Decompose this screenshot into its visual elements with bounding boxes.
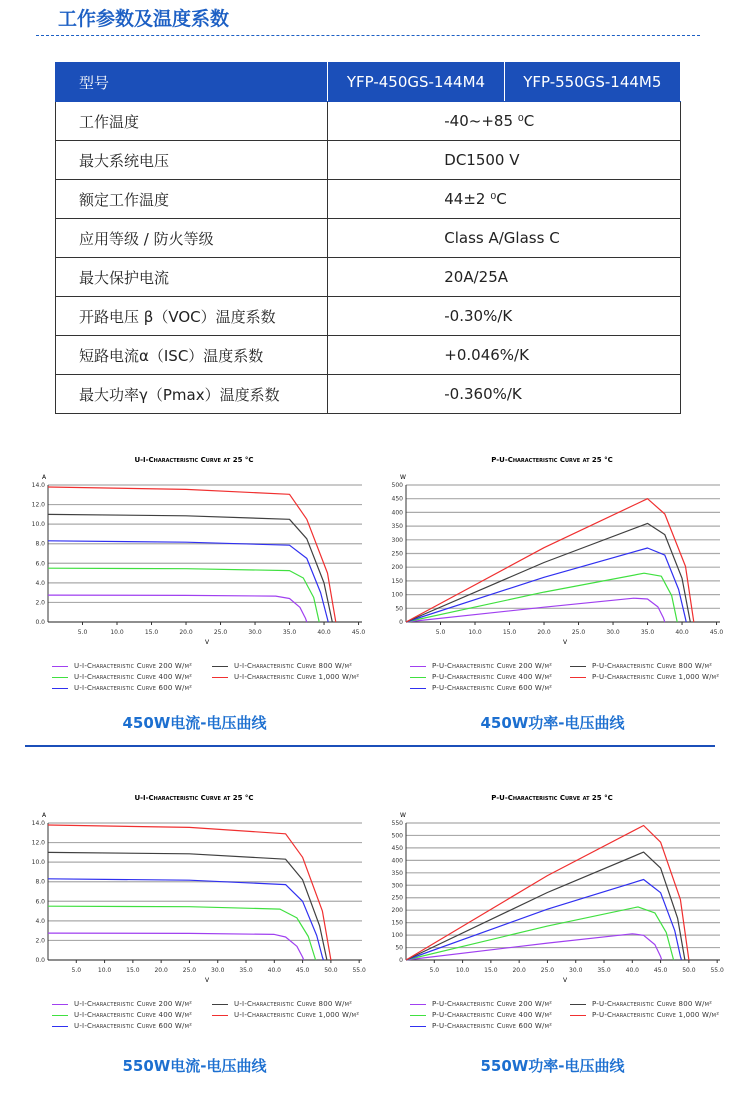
series-line-600 xyxy=(48,541,328,622)
legend-item-1000 xyxy=(212,673,359,681)
x-tick-label: 45.0 xyxy=(709,629,724,636)
param-value: -0.360%/K xyxy=(328,375,681,414)
x-tick-label: 20.0 xyxy=(154,967,168,974)
chart-title: P-U-Characteristic Curve at 25 °C xyxy=(491,456,613,464)
y-axis-label: W xyxy=(400,812,406,819)
y-tick-label: 400 xyxy=(391,857,403,865)
legend-swatch xyxy=(212,1004,228,1005)
legend-label: U-I-Characteristic Curve 400 W/m² xyxy=(74,1011,193,1019)
x-tick-label: 10.0 xyxy=(97,967,112,974)
y-tick-label: 300 xyxy=(391,882,403,890)
y-tick-label: 8.0 xyxy=(35,878,45,886)
x-axis-label: V xyxy=(205,639,210,646)
chart-title: P-U-Characteristic Curve at 25 °C xyxy=(491,794,613,802)
legend-label: U-I-Characteristic Curve 800 W/m² xyxy=(234,662,353,670)
legend-label: U-I-Characteristic Curve 1,000 W/m² xyxy=(234,673,360,681)
legend-item-400 xyxy=(52,1011,192,1019)
x-tick-label: 40.0 xyxy=(267,967,281,974)
table-row xyxy=(56,336,681,375)
legend-label: P-U-Characteristic Curve 800 W/m² xyxy=(592,662,713,670)
y-tick-label: 150 xyxy=(391,577,403,585)
x-tick-label: 30.0 xyxy=(569,967,583,974)
legend-swatch xyxy=(410,1026,426,1027)
y-tick-label: 0.0 xyxy=(35,957,45,964)
caption-550w-ui: 550W电流-电压曲线 xyxy=(122,1057,267,1075)
y-tick-label: 4.0 xyxy=(35,917,45,925)
x-tick-label: 5.0 xyxy=(77,629,88,636)
legend-label: P-U-Characteristic Curve 200 W/m² xyxy=(432,1000,553,1008)
x-tick-label: 40.0 xyxy=(675,629,689,636)
y-tick-label: 6.0 xyxy=(35,560,45,568)
y-tick-label: 550 xyxy=(391,820,403,827)
y-tick-label: 8.0 xyxy=(35,540,45,548)
param-value: 44±2 ⁰C xyxy=(328,180,681,219)
series-line-200 xyxy=(48,933,304,960)
series-line-600 xyxy=(406,548,686,622)
y-tick-label: 200 xyxy=(391,564,403,572)
param-value: 20A/25A xyxy=(328,258,681,297)
param-label: 应用等级 / 防火等级 xyxy=(56,219,328,258)
legend-item-200 xyxy=(52,662,192,670)
legend-item-1000 xyxy=(212,1011,359,1019)
table-row xyxy=(56,102,681,141)
x-tick-label: 25.0 xyxy=(213,629,228,636)
header-model: 型号 xyxy=(56,63,328,102)
legend-item-400 xyxy=(410,1011,552,1019)
y-tick-label: 100 xyxy=(391,932,403,940)
ui-chart-450w xyxy=(22,450,367,700)
y-tick-label: 12.0 xyxy=(31,501,45,509)
legend-swatch xyxy=(570,1004,586,1005)
param-value: Class A/Glass C xyxy=(328,219,681,258)
legend-label: U-I-Characteristic Curve 1,000 W/m² xyxy=(234,1011,360,1019)
pu-chart-550w xyxy=(380,788,725,1038)
y-tick-label: 450 xyxy=(391,844,403,852)
legend-swatch xyxy=(410,677,426,678)
chart-title: U-I-Characteristic Curve at 25 °C xyxy=(134,794,254,802)
y-tick-label: 250 xyxy=(391,894,403,902)
dashed-divider xyxy=(36,35,700,36)
legend-swatch xyxy=(52,688,68,689)
param-label: 最大功率γ（Pmax）温度系数 xyxy=(56,375,328,414)
legend-item-600 xyxy=(52,1022,192,1030)
x-tick-label: 5.0 xyxy=(435,629,446,636)
table-header-row xyxy=(56,63,681,102)
legend-label: P-U-Characteristic Curve 600 W/m² xyxy=(432,1022,553,1030)
x-tick-label: 40.0 xyxy=(317,629,331,636)
legend-label: U-I-Characteristic Curve 200 W/m² xyxy=(74,1000,193,1008)
section-divider xyxy=(25,745,715,747)
legend-label: U-I-Characteristic Curve 600 W/m² xyxy=(74,684,193,692)
param-label: 额定工作温度 xyxy=(56,180,328,219)
y-tick-label: 2.0 xyxy=(35,599,45,607)
y-tick-label: 0 xyxy=(399,619,403,626)
table-row xyxy=(56,297,681,336)
y-tick-label: 400 xyxy=(391,509,403,517)
legend-swatch xyxy=(52,677,68,678)
x-tick-label: 10.0 xyxy=(110,629,124,636)
x-tick-label: 30.0 xyxy=(606,629,620,636)
x-tick-label: 55.0 xyxy=(352,967,366,974)
table-row xyxy=(56,258,681,297)
legend-label: U-I-Characteristic Curve 200 W/m² xyxy=(74,662,193,670)
y-tick-label: 14.0 xyxy=(31,482,45,489)
y-axis-label: A xyxy=(42,474,47,481)
y-tick-label: 450 xyxy=(391,495,403,503)
y-tick-label: 12.0 xyxy=(31,839,45,847)
legend-label: P-U-Characteristic Curve 600 W/m² xyxy=(432,684,553,692)
legend-item-400 xyxy=(52,673,192,681)
y-tick-label: 100 xyxy=(391,591,403,599)
legend-swatch xyxy=(52,666,68,667)
x-tick-label: 30.0 xyxy=(211,967,225,974)
x-tick-label: 20.0 xyxy=(537,629,551,636)
x-axis-label: V xyxy=(205,977,210,984)
legend-swatch xyxy=(410,666,426,667)
x-tick-label: 20.0 xyxy=(512,967,526,974)
legend-swatch xyxy=(52,1004,68,1005)
param-value: DC1500 V xyxy=(328,141,681,180)
legend-label: P-U-Characteristic Curve 800 W/m² xyxy=(592,1000,713,1008)
pu-chart-450w xyxy=(380,450,725,700)
legend-swatch xyxy=(410,1004,426,1005)
legend-swatch xyxy=(212,677,228,678)
param-value: -40~+85 ⁰C xyxy=(328,102,681,141)
legend-swatch xyxy=(570,677,586,678)
series-line-200 xyxy=(48,595,307,622)
caption-550w-pu: 550W功率-电压曲线 xyxy=(480,1057,625,1075)
x-tick-label: 15.0 xyxy=(126,967,140,974)
x-tick-label: 35.0 xyxy=(640,629,655,636)
legend-swatch xyxy=(212,1015,228,1016)
y-tick-label: 10.0 xyxy=(31,521,45,529)
param-label: 短路电流α（ISC）温度系数 xyxy=(56,336,328,375)
parameters-table xyxy=(55,62,681,414)
legend-label: P-U-Characteristic Curve 400 W/m² xyxy=(432,673,553,681)
param-label: 最大保护电流 xyxy=(56,258,328,297)
x-tick-label: 45.0 xyxy=(351,629,366,636)
y-tick-label: 250 xyxy=(391,550,403,558)
param-value: -0.30%/K xyxy=(328,297,681,336)
x-axis-label: V xyxy=(563,639,568,646)
legend-item-1000 xyxy=(570,673,719,681)
legend-swatch xyxy=(570,1015,586,1016)
x-tick-label: 50.0 xyxy=(324,967,338,974)
legend-label: U-I-Characteristic Curve 400 W/m² xyxy=(74,673,193,681)
y-tick-label: 2.0 xyxy=(35,937,45,945)
x-tick-label: 45.0 xyxy=(295,967,310,974)
legend-item-400 xyxy=(410,673,552,681)
y-axis-label: W xyxy=(400,474,406,481)
legend-item-200 xyxy=(52,1000,192,1008)
x-tick-label: 50.0 xyxy=(682,967,696,974)
y-tick-label: 50 xyxy=(395,605,403,613)
table-row xyxy=(56,141,681,180)
ui-chart-550w xyxy=(22,788,367,1038)
x-tick-label: 35.0 xyxy=(597,967,611,974)
y-axis-label: A xyxy=(42,812,47,819)
series-line-600 xyxy=(48,879,324,960)
table-row xyxy=(56,180,681,219)
legend-item-600 xyxy=(52,684,192,692)
y-tick-label: 200 xyxy=(391,907,403,915)
x-tick-label: 35.0 xyxy=(282,629,297,636)
legend-swatch xyxy=(570,666,586,667)
caption-450w-pu: 450W功率-电压曲线 xyxy=(480,714,625,732)
legend-label: U-I-Characteristic Curve 600 W/m² xyxy=(74,1022,193,1030)
legend-item-800 xyxy=(212,1000,352,1008)
x-tick-label: 55.0 xyxy=(710,967,724,974)
x-tick-label: 25.0 xyxy=(540,967,555,974)
legend-item-200 xyxy=(410,662,552,670)
y-tick-label: 10.0 xyxy=(31,859,45,867)
param-label: 工作温度 xyxy=(56,102,328,141)
y-tick-label: 350 xyxy=(391,523,403,531)
param-label: 最大系统电压 xyxy=(56,141,328,180)
x-tick-label: 35.0 xyxy=(239,967,253,974)
x-tick-label: 5.0 xyxy=(71,967,82,974)
legend-item-200 xyxy=(410,1000,552,1008)
y-tick-label: 500 xyxy=(391,482,403,489)
legend-item-600 xyxy=(410,684,552,692)
x-tick-label: 10.0 xyxy=(455,967,470,974)
y-tick-label: 150 xyxy=(391,919,403,927)
legend-label: U-I-Characteristic Curve 800 W/m² xyxy=(234,1000,353,1008)
table-row xyxy=(56,375,681,414)
table-row xyxy=(56,219,681,258)
y-tick-label: 300 xyxy=(391,536,403,544)
x-tick-label: 15.0 xyxy=(484,967,498,974)
param-label: 开路电压 β（VOC）温度系数 xyxy=(56,297,328,336)
legend-item-800 xyxy=(570,1000,712,1008)
y-tick-label: 14.0 xyxy=(31,820,45,827)
x-tick-label: 40.0 xyxy=(625,967,639,974)
x-tick-label: 30.0 xyxy=(248,629,262,636)
header-model-550: YFP-550GS-144M5 xyxy=(504,63,680,102)
legend-swatch xyxy=(52,1015,68,1016)
legend-swatch xyxy=(52,1026,68,1027)
legend-item-600 xyxy=(410,1022,552,1030)
legend-swatch xyxy=(410,688,426,689)
y-tick-label: 0 xyxy=(399,957,403,964)
legend-swatch xyxy=(212,666,228,667)
header-model-450: YFP-450GS-144M4 xyxy=(328,63,504,102)
section-title: 工作参数及温度系数 xyxy=(58,8,230,30)
x-tick-label: 25.0 xyxy=(571,629,586,636)
legend-item-800 xyxy=(570,662,712,670)
caption-450w-ui: 450W电流-电压曲线 xyxy=(122,714,267,732)
legend-item-800 xyxy=(212,662,352,670)
x-tick-label: 5.0 xyxy=(429,967,440,974)
legend-label: P-U-Characteristic Curve 1,000 W/m² xyxy=(592,673,720,681)
legend-label: P-U-Characteristic Curve 400 W/m² xyxy=(432,1011,553,1019)
legend-label: P-U-Characteristic Curve 200 W/m² xyxy=(432,662,553,670)
y-tick-label: 4.0 xyxy=(35,579,45,587)
legend-swatch xyxy=(410,1015,426,1016)
y-tick-label: 350 xyxy=(391,869,403,877)
chart-title: U-I-Characteristic Curve at 25 °C xyxy=(134,456,254,464)
x-tick-label: 20.0 xyxy=(179,629,193,636)
legend-label: P-U-Characteristic Curve 1,000 W/m² xyxy=(592,1011,720,1019)
x-tick-label: 15.0 xyxy=(502,629,517,636)
x-tick-label: 45.0 xyxy=(653,967,668,974)
param-value: +0.046%/K xyxy=(328,336,681,375)
y-tick-label: 50 xyxy=(395,944,403,952)
x-tick-label: 25.0 xyxy=(182,967,197,974)
x-tick-label: 10.0 xyxy=(468,629,482,636)
x-tick-label: 15.0 xyxy=(144,629,159,636)
y-tick-label: 0.0 xyxy=(35,619,45,626)
x-axis-label: V xyxy=(563,977,568,984)
legend-item-1000 xyxy=(570,1011,719,1019)
y-tick-label: 500 xyxy=(391,832,403,840)
y-tick-label: 6.0 xyxy=(35,898,45,906)
